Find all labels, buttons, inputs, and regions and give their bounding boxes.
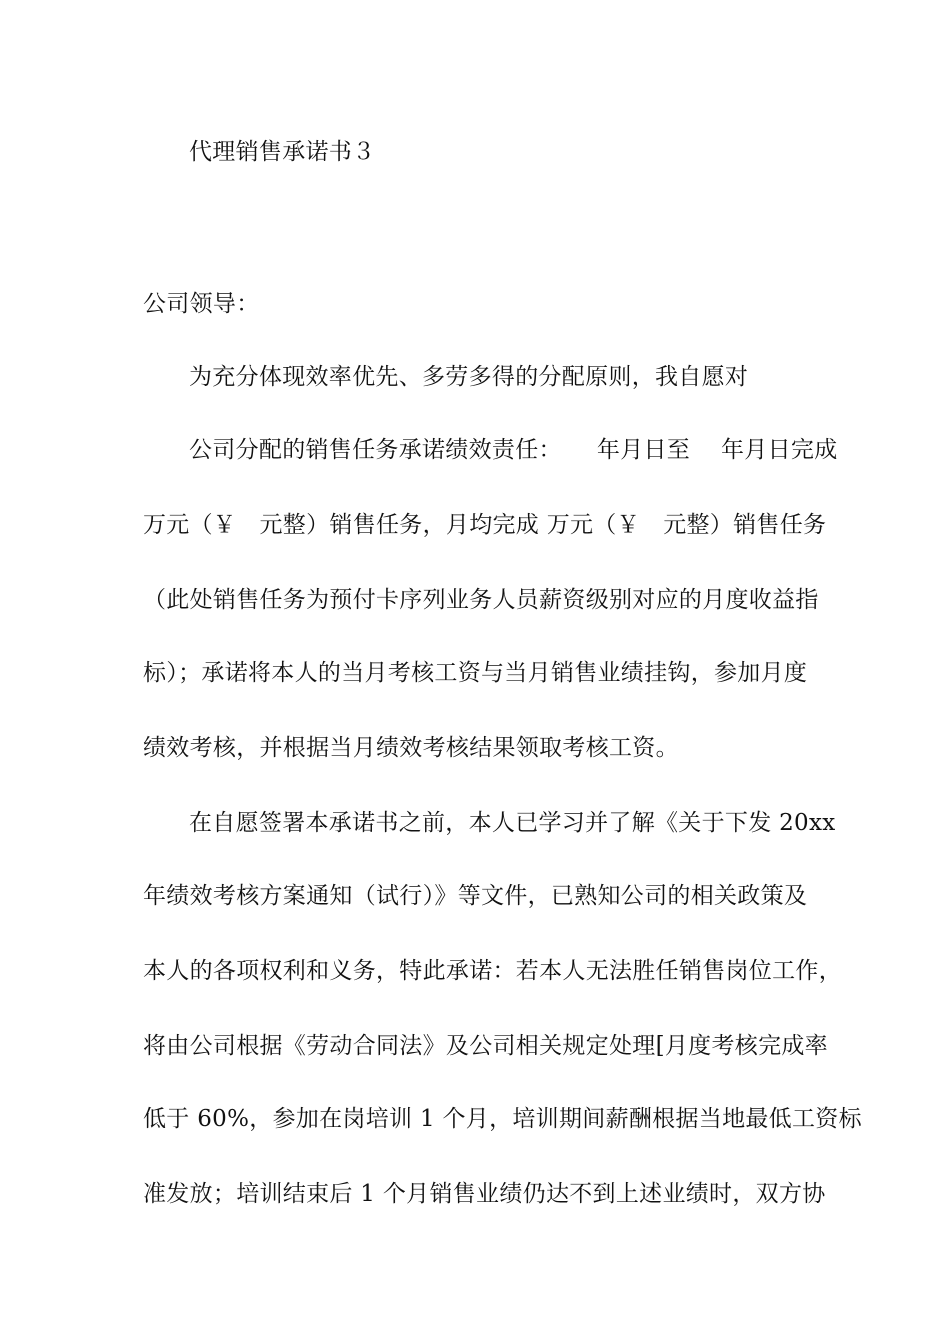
body-line-6: 绩效考核，并根据当月绩效考核结果领取考核工资。 (143, 735, 679, 761)
body-line-12: 准发放；培训结束后 1 个月销售业绩仍达不到上述业绩时，双方协 (143, 1181, 826, 1207)
body-line-8: 年绩效考核方案通知（试行）》等文件，已熟知公司的相关政策及 (143, 883, 808, 909)
salutation: 公司领导： (143, 291, 260, 317)
document-title: 代理销售承诺书３ (189, 139, 376, 165)
body-line-5: 标）；承诺将本人的当月考核工资与当月销售业绩挂钩，参加月度 (143, 660, 808, 686)
body-line-7: 在自愿签署本承诺书之前，本人已学习并了解《关于下发 20xx (189, 810, 836, 836)
body-line-3: 万元（￥ 元整）销售任务，月均完成 万元（￥ 元整）销售任务 (143, 512, 827, 538)
body-line-4: （此处销售任务为预付卡序列业务人员薪资级别对应的月度收益指 (143, 587, 819, 613)
body-line-10: 将由公司根据《劳动合同法》及公司相关规定处理[月度考核完成率 (143, 1033, 828, 1059)
body-line-1: 为充分体现效率优先、多劳多得的分配原则，我自愿对 (189, 364, 749, 390)
body-line-11: 低于 60%，参加在岗培训 1 个月，培训期间薪酬根据当地最低工资标 (143, 1106, 862, 1132)
body-line-2: 公司分配的销售任务承诺绩效责任： 年月日至 年月日完成 (189, 437, 838, 463)
body-line-9: 本人的各项权利和义务，特此承诺：若本人无法胜任销售岗位工作， (143, 958, 842, 984)
